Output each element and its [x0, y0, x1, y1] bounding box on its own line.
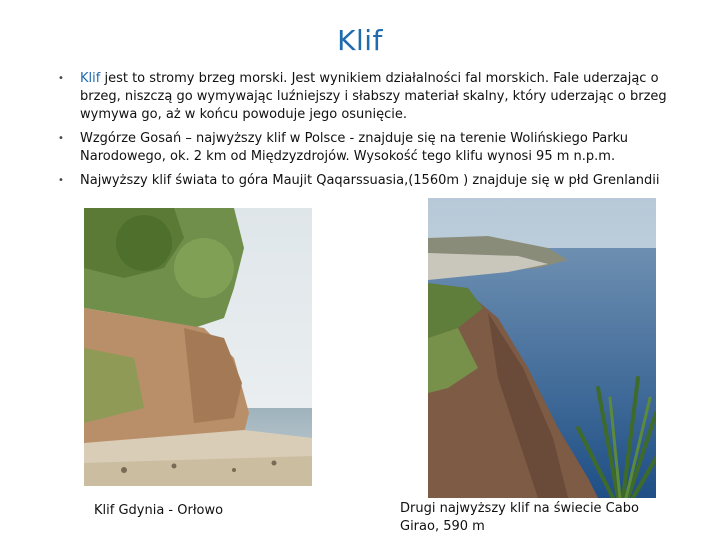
bullet-marker: • — [58, 73, 64, 84]
photo-gdynia-cliff — [84, 208, 312, 486]
caption-gdynia: Klif Gdynia - Orłowo — [94, 503, 224, 518]
bullet-item — [58, 70, 698, 124]
bullet-text: jest to stromy brzeg morski. Jest wynikiem działalności fal morskich. Fale uderzając o brzeg, niszczą go wymywając luźniejszy i słabszy materiał skalny, który uderzając o brzeg wymywa go, aż w końcu powoduje jego osunięcie. — [80, 71, 667, 122]
photo-cabo-girao-cliff — [428, 198, 656, 498]
caption-cabo-girao: Drugi najwyższy klif na świecie Cabo Girao, 590 m — [400, 501, 639, 534]
bullet-item — [58, 130, 698, 166]
bullet-text: Najwyższy klif świata to góra Maujit Qaqarssuasia,(1560m ) znajduje się w płd Grenlandii — [80, 173, 660, 188]
slide-title: Klif — [337, 24, 383, 57]
bullet-marker: • — [58, 133, 64, 144]
bullet-item — [58, 172, 698, 190]
bullet-marker: • — [58, 175, 64, 186]
bullet-text: Wzgórze Gosań – najwyższy klif w Polsce - znajduje się na terenie Wolińskiego Parku Narodowego, ok. 2 km od Międzyzdrojów. Wysokość tego klifu wynosi 95 m n.p.m. — [80, 131, 628, 164]
keyword-klif: Klif — [80, 71, 101, 86]
bullet-list — [58, 70, 698, 196]
